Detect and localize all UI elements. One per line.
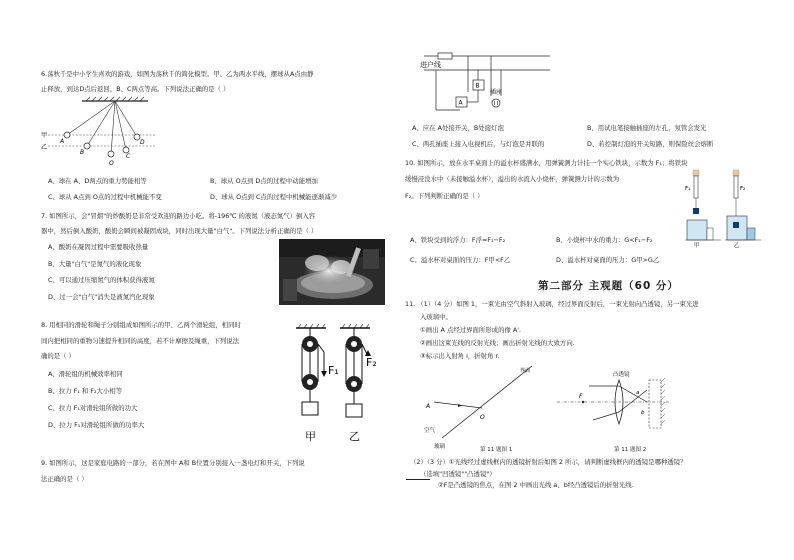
answer-blank[interactable]	[406, 479, 430, 480]
beaker-label-yi: 乙	[734, 243, 740, 249]
q8-stem-line2: 间内把相同的重物匀速提升相同的高度，若不计摩擦及绳重，下列说法	[41, 337, 240, 345]
q6-option-b: B、球从 O点到 D点的过程中动能增加	[210, 177, 318, 185]
q11-sub1: ①画出 A 点经过界面所形成的像 A'.	[420, 326, 522, 334]
scale-label-f2: F₂	[740, 186, 746, 192]
scale-label-f1: F₁	[685, 186, 691, 192]
point-label-a: A	[60, 138, 65, 145]
q10-stem-line2: 缓慢浸没水中（未接触溢水杯），溢出的水流入小烧杯，弹簧测力计的示数为	[405, 175, 620, 183]
interface-label: 界面	[520, 368, 531, 374]
q9-option-b: B、用试电笔接触插座的左孔，氖管会发光	[587, 124, 707, 132]
force-label-f1: F₁	[328, 364, 339, 377]
fig1-point-o: O	[480, 414, 485, 421]
optics-figure-1	[420, 362, 550, 454]
q10-stem-line3: F₂。下列判断正确的是（ ）	[405, 192, 484, 200]
pulley-label-yi: 乙	[349, 430, 360, 443]
q11-part2-line2: （选填"凹透镜""凸透镜"）	[420, 470, 496, 478]
q9-stem-line1: 9. 如图所示，这是家庭电路的一部分，若在图中 A和 B位置分别接入一盏电灯和开关，下列说	[41, 459, 305, 467]
level-label-yi: 乙	[41, 144, 48, 151]
q10-option-b: B、小烧杯中水的重力：G<F₁−F₂	[556, 236, 653, 244]
incoming-line-label: 进户线	[420, 61, 441, 69]
focus-label: F	[579, 393, 583, 400]
level-label-jia: 甲	[41, 132, 48, 139]
q9-option-c: C、两孔插座上接入电视机后，与灯泡是并联的	[412, 140, 545, 148]
glass-label: 玻璃	[434, 444, 446, 450]
lens-label: 凸透镜	[613, 372, 630, 378]
q9-stem-line2: 法正确的是（ ）	[41, 475, 88, 483]
ray-label-b: b	[641, 410, 645, 416]
q10-option-c: C、溢水杯对桌面的压力：F甲<F乙	[410, 256, 511, 264]
socket-label: 插座	[490, 89, 503, 96]
circuit-box-a: A	[458, 99, 463, 107]
fried-yogurt-photo	[279, 239, 385, 305]
q11-part1-line1: 11. （1）（4 分）如图 1，一束光由空气斜射入玻璃，经过界面反射后，一束光射向凸透镜，另一束光进	[405, 300, 699, 308]
point-label-b: B	[80, 149, 85, 156]
q8-stem-line3: 确的是（ ）	[41, 352, 75, 360]
fig1-point-a: A	[426, 403, 431, 410]
q8-option-b: B、拉力 F₁ 和 F₂大小相等	[48, 387, 123, 395]
q11-sub2: ②画出这束光线的反射光线；画出折射光线的大致方向.	[420, 339, 575, 347]
fig2-caption: 第 11 题图 2	[614, 447, 647, 453]
pulley-diagram	[288, 322, 384, 448]
q11-sub3: ③标示出入射角 i，折射角 r.	[420, 352, 500, 360]
beaker-label-jia: 甲	[694, 243, 700, 249]
q7-stem-line1: 7. 如图所示，会"冒烟"的炒酸奶是非常受欢迎的路边小吃。将-196℃ 的液氮（液态氮气）倒入容	[41, 212, 316, 220]
q7-option-a: A、酸奶在凝固过程中需要吸收热量	[48, 243, 149, 251]
force-label-f2: F₂	[366, 356, 377, 369]
q8-option-c: C、拉力 F₁对滑轮组所做的功大	[48, 404, 138, 412]
q11-part2-line3: ②F是凸透镜的焦点，在图 2 中画出光线 a、b经凸透镜后的折射光线.	[438, 481, 634, 489]
q10-option-d: D、溢水杯对桌面的压力：G甲>G乙	[556, 256, 660, 264]
q11-part1-line2: 入玻璃中。	[420, 313, 452, 321]
q8-option-a: A、滑轮组的机械效率相同	[48, 370, 123, 378]
spring-scale-diagram	[685, 168, 765, 248]
q7-option-c: C、可以通过压缩氮气的体积获得液氮	[48, 276, 155, 284]
point-label-c: C	[126, 153, 131, 160]
q9-option-a: A、应在 A处接开关，B处接灯泡	[412, 124, 504, 132]
q10-stem-line1: 10. 如图所示，放在水平桌面上的溢水杯盛满水，用弹簧测力计挂一个实心铁块，示数为 F₁；将铁块	[405, 159, 688, 167]
ray-label-a: a	[636, 390, 640, 396]
q10-option-a: A、铁块受到的浮力：F浮=F₁−F₂	[410, 236, 506, 244]
q8-option-d: D、拉力 F₁对滑轮组所做的功率大	[48, 421, 145, 429]
q7-option-d: D、过一会"白气"消失是液氮汽化现象	[48, 293, 155, 301]
circuit-box-b: B	[475, 82, 480, 90]
q6-option-d: D、球从 O点到 C点的过程中机械能逐渐减少	[210, 193, 338, 201]
q6-stem-line1: 6.荡秋千是中小学生喜欢的游戏，如图为荡秋千的简化模型。甲、乙为两水平线，摆球从A点由静	[41, 70, 314, 78]
q7-option-b: B、大量"白气"是氮气的液化现象	[48, 260, 142, 268]
pulley-label-jia: 甲	[305, 430, 316, 443]
fig1-caption: 第 11 题图 1	[480, 447, 513, 453]
q6-stem-line2: 止释放，到达D点后返回，B、C两点等高。下列说法正确的是（ ）	[41, 85, 230, 93]
point-label-o: O	[109, 160, 114, 167]
q9-option-d: D、若控制灯泡的开关短路，则保险丝会熔断	[587, 140, 714, 148]
part-two-heading: 第二部分 主观题（60 分）	[538, 280, 679, 292]
household-circuit-diagram	[420, 52, 555, 114]
swing-diagram	[40, 97, 165, 169]
q6-option-c: C、球从 A点到 O点的过程中机械能不变	[48, 193, 162, 201]
point-label-d: D	[140, 139, 145, 146]
air-label: 空气	[424, 428, 436, 434]
optics-figure-2	[553, 362, 673, 452]
q11-part2-line1: （2）（3 分）①光线经过虚线框内的透镜折射后如图 2 所示，请判断虚线框内的透镜是哪种透镜？	[410, 458, 687, 466]
q7-stem-line2: 器中，然后倒入酸奶，酸奶会瞬间被凝固成块，同时出现大量"白气"。下列说法分析正确的是（ ）	[41, 227, 318, 235]
q8-stem-line1: 8. 用相同的滑轮和绳子分别组成如图所示的甲、乙两个滑轮组，相同时	[41, 321, 241, 329]
q6-option-a: A、球在 A、D两点的重力势能相等	[48, 177, 147, 185]
